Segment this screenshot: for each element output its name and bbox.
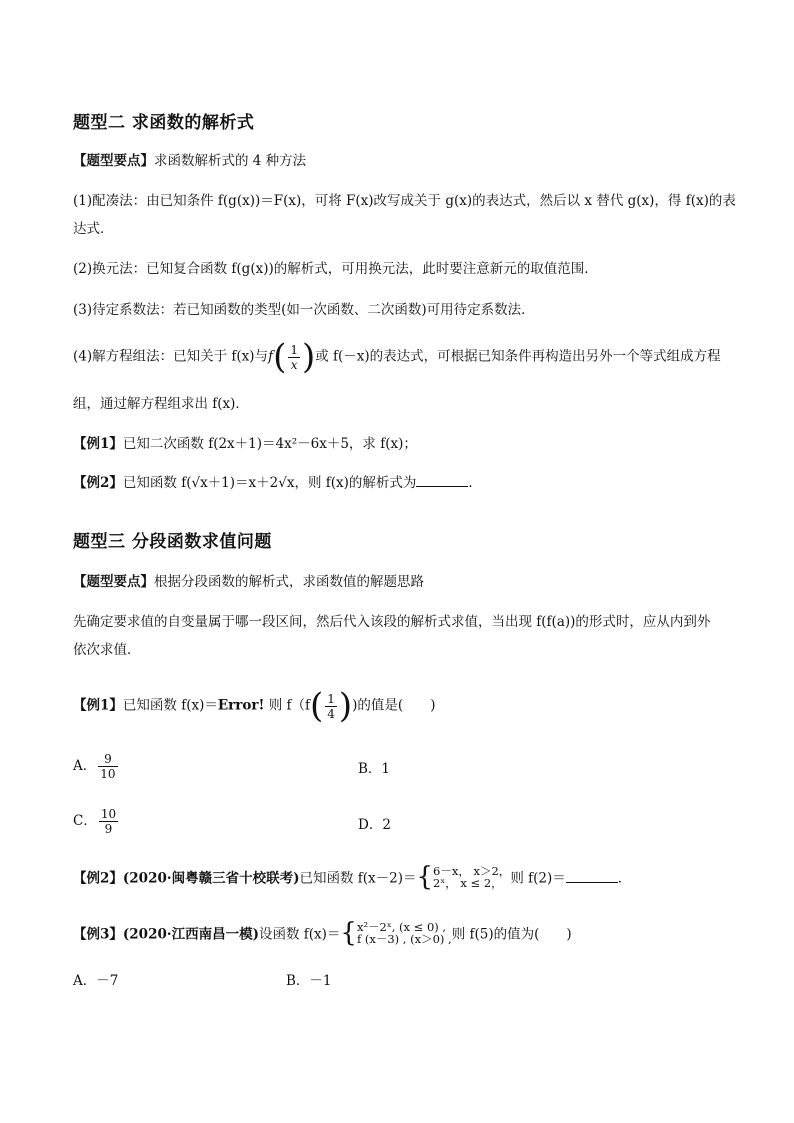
s3-option-a[interactable]: A．－7 <box>73 973 119 989</box>
fraction-numerator: 1 <box>327 691 335 706</box>
method-4-f: f <box>268 348 274 365</box>
method-4-line-1 <box>73 337 721 377</box>
example-label: 【例1】 <box>73 436 123 452</box>
key-points-2 <box>73 152 306 170</box>
example-label: 【例1】 <box>73 697 123 714</box>
case-1: 6－x， x＞2， <box>433 864 511 878</box>
example-text: 已知函数 f(x－2)＝ <box>299 870 417 887</box>
fraction-1-over-x <box>288 343 300 372</box>
method-1-line-1: (1)配凑法：由已知条件 f(g(x))＝F(x)，可将 F(x)改写成关于 g(x)的表达式，然后以 x 替代 g(x)，得 f(x)的表 <box>73 193 736 209</box>
option-a[interactable] <box>73 752 120 781</box>
left-brace: { <box>416 862 434 892</box>
example-label: 【例2】 <box>73 870 123 887</box>
method-4-prefix: (4)解方程组法：已知关于 f(x)与 <box>73 348 269 365</box>
s3-option-b[interactable]: B．－1 <box>286 973 332 989</box>
left-paren: ( <box>273 337 287 377</box>
method-4-line-2: 组，通过解方程组求出 f(x)． <box>73 396 249 412</box>
section-title-3: 题型三 分段函数求值问题 <box>73 532 272 552</box>
section-title-2: 题型二 求函数的解析式 <box>73 113 255 133</box>
example-text-end: )的值是( ) <box>352 697 436 714</box>
example-end: ． <box>468 475 482 491</box>
answer-blank[interactable] <box>566 870 618 883</box>
option-c[interactable] <box>73 807 120 836</box>
example-text: 已知二次函数 f(2x＋1)＝4x²－6x＋5，求 f(x)； <box>122 436 417 452</box>
example-text-end: 则 f(5)的值为( ) <box>451 926 572 943</box>
example-1 <box>73 435 417 453</box>
example-label: 【例2】 <box>73 475 123 491</box>
fraction-denominator: 10 <box>100 767 116 781</box>
example-text: 设函数 f(x)＝ <box>258 926 341 943</box>
error-marker: Error! <box>217 697 265 714</box>
key-points-label: 【题型要点】 <box>73 153 154 169</box>
case-2: f (x－3) , (x＞0) , <box>356 932 452 946</box>
fraction-denominator: 4 <box>327 706 335 721</box>
key-points-label: 【题型要点】 <box>73 574 154 590</box>
piecewise-cases <box>433 865 510 889</box>
right-paren: ) <box>338 686 353 726</box>
method-1-line-2: 达式． <box>73 221 114 237</box>
answer-blank[interactable] <box>416 474 468 487</box>
option-label: A． <box>73 758 97 774</box>
example-text: 已知函数 f(x)＝ <box>122 697 218 714</box>
fraction-numerator: 1 <box>290 342 298 357</box>
method-4-suffix: 或 f(－x)的表达式，可根据已知条件再构造出另外一个等式组成方程 <box>315 348 721 365</box>
solution-idea-line-1: 先确定要求值的自变量属于哪一段区间，然后代入该段的解析式求值，当出现 f(f(a))的形式时，应从内到外 <box>73 614 711 630</box>
s3-example-1 <box>73 686 436 726</box>
fraction-1-over-4 <box>325 692 337 721</box>
example-source: (2020·闽粤赣三省十校联考) <box>122 870 300 887</box>
example-source: (2020·江西南昌一模) <box>122 926 259 943</box>
option-fraction <box>98 752 117 781</box>
example-text-end: 则 f(2)＝ <box>510 870 566 887</box>
case-2: 2ˣ， x ≤ 2， <box>433 876 503 890</box>
s3-example-3 <box>73 918 572 948</box>
option-b[interactable]: B．1 <box>358 761 391 777</box>
option-label: C． <box>73 813 97 829</box>
right-paren: ) <box>301 337 316 377</box>
fraction-denominator: 9 <box>104 822 113 836</box>
key-points-text: 根据分段函数的解析式，求函数值的解题思路 <box>154 574 424 590</box>
solution-idea-line-2: 依次求值． <box>73 642 141 658</box>
example-text-mid: 则 f（f <box>264 697 310 714</box>
fraction-numerator: 9 <box>98 752 117 767</box>
example-2 <box>73 474 482 492</box>
left-brace: { <box>340 918 357 948</box>
piecewise-cases <box>357 921 452 945</box>
case-1: x²－2ˣ, (x ≤ 0) , <box>356 920 447 934</box>
option-fraction <box>99 807 118 836</box>
method-3: (3)待定系数法：若已知函数的类型(如一次函数、二次函数)可用待定系数法． <box>73 302 535 318</box>
s3-example-2 <box>73 862 632 892</box>
left-paren: ( <box>309 686 324 726</box>
fraction-denominator: x <box>290 357 298 372</box>
example-text: 已知函数 f(√x＋1)＝x＋2√x，则 f(x)的解析式为 <box>122 475 417 491</box>
key-points-3 <box>73 573 424 591</box>
example-end: ． <box>617 870 632 887</box>
option-d[interactable]: D．2 <box>358 817 391 833</box>
method-2: (2)换元法：已知复合函数 f(g(x))的解析式，可用换元法，此时要注意新元的取值范围． <box>73 261 598 277</box>
example-label: 【例3】 <box>73 926 123 943</box>
fraction-numerator: 10 <box>100 807 117 821</box>
key-points-text: 求函数解析式的 4 种方法 <box>154 153 307 169</box>
